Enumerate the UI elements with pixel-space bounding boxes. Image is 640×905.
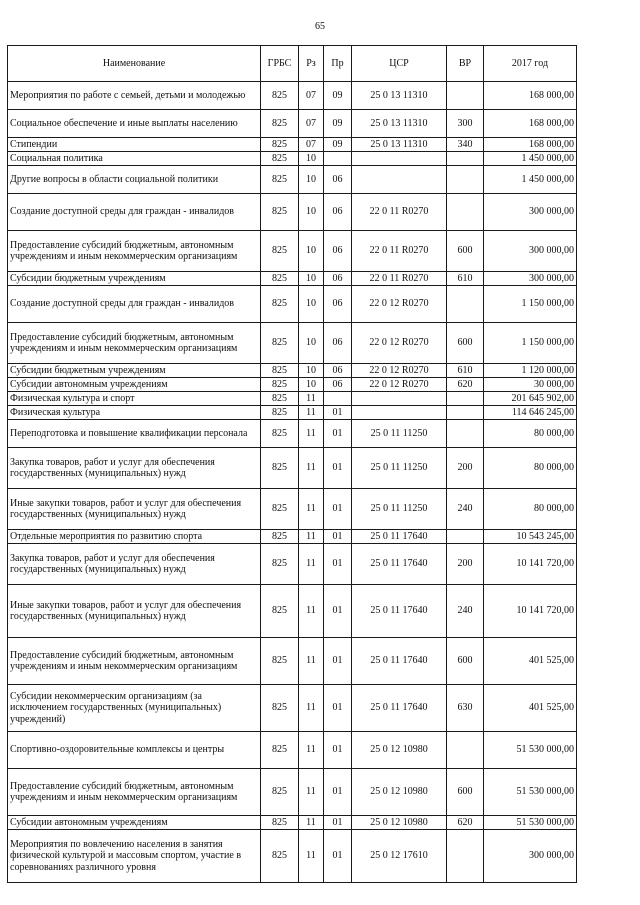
cell-name: Социальное обеспечение и иные выплаты населению [8, 110, 261, 138]
table-row [8, 448, 577, 489]
cell-pr: 01 [324, 420, 352, 448]
cell-grbs: 825 [261, 448, 299, 489]
table-row [8, 194, 577, 231]
cell-amount: 300 000,00 [484, 830, 577, 883]
cell-name: Переподготовка и повышение квалификации персонала [8, 420, 261, 448]
cell-vr: 240 [447, 489, 484, 530]
cell-amount: 10 141 720,00 [484, 544, 577, 585]
cell-name: Предоставление субсидий бюджетным, автономным учреждениям и иным некоммерческим организациям [8, 231, 261, 272]
budget-table [7, 45, 577, 883]
cell-vr: 300 [447, 110, 484, 138]
cell-grbs: 825 [261, 638, 299, 685]
cell-csr: 22 0 12 R0270 [352, 364, 447, 378]
cell-rz: 11 [299, 769, 324, 816]
cell-grbs: 825 [261, 166, 299, 194]
header-grbs: ГРБС [261, 46, 299, 82]
cell-csr: 22 0 11 R0270 [352, 272, 447, 286]
cell-pr: 01 [324, 816, 352, 830]
cell-pr [324, 152, 352, 166]
cell-name: Субсидии бюджетным учреждениям [8, 272, 261, 286]
cell-csr [352, 166, 447, 194]
cell-vr [447, 830, 484, 883]
cell-pr: 06 [324, 194, 352, 231]
cell-csr: 25 0 11 11250 [352, 448, 447, 489]
cell-rz: 11 [299, 732, 324, 769]
cell-amount: 10 141 720,00 [484, 585, 577, 638]
cell-pr: 09 [324, 82, 352, 110]
table-row [8, 489, 577, 530]
cell-csr: 25 0 13 11310 [352, 82, 447, 110]
cell-vr: 600 [447, 769, 484, 816]
cell-vr [447, 392, 484, 406]
cell-pr: 06 [324, 231, 352, 272]
cell-vr: 340 [447, 138, 484, 152]
table-row [8, 732, 577, 769]
cell-rz: 11 [299, 544, 324, 585]
cell-grbs: 825 [261, 138, 299, 152]
cell-csr: 25 0 11 17640 [352, 638, 447, 685]
cell-rz: 10 [299, 323, 324, 364]
cell-grbs: 825 [261, 152, 299, 166]
cell-name: Предоставление субсидий бюджетным, автономным учреждениям и иным некоммерческим организациям [8, 638, 261, 685]
cell-amount: 80 000,00 [484, 489, 577, 530]
cell-amount: 114 646 245,00 [484, 406, 577, 420]
cell-pr: 01 [324, 732, 352, 769]
cell-vr [447, 82, 484, 110]
cell-amount: 51 530 000,00 [484, 732, 577, 769]
cell-name: Иные закупки товаров, работ и услуг для обеспечения государственных (муниципальных) нужд [8, 585, 261, 638]
cell-name: Субсидии некоммерческим организациям (за исключением государственных (муниципальных) учреждений) [8, 685, 261, 732]
header-name: Наименование [8, 46, 261, 82]
cell-name: Социальная политика [8, 152, 261, 166]
cell-vr [447, 152, 484, 166]
table-row [8, 364, 577, 378]
cell-vr: 620 [447, 816, 484, 830]
table-row [8, 323, 577, 364]
cell-csr: 25 0 12 10980 [352, 769, 447, 816]
cell-amount: 300 000,00 [484, 194, 577, 231]
table-body [8, 82, 577, 883]
cell-name: Физическая культура [8, 406, 261, 420]
cell-grbs: 825 [261, 816, 299, 830]
cell-name: Создание доступной среды для граждан - инвалидов [8, 286, 261, 323]
cell-grbs: 825 [261, 830, 299, 883]
cell-amount: 201 645 902,00 [484, 392, 577, 406]
cell-pr: 01 [324, 544, 352, 585]
cell-grbs: 825 [261, 323, 299, 364]
cell-vr: 200 [447, 448, 484, 489]
cell-grbs: 825 [261, 530, 299, 544]
cell-amount: 80 000,00 [484, 448, 577, 489]
cell-grbs: 825 [261, 732, 299, 769]
cell-vr [447, 286, 484, 323]
cell-amount: 300 000,00 [484, 272, 577, 286]
cell-pr: 06 [324, 364, 352, 378]
cell-vr: 600 [447, 231, 484, 272]
cell-name: Спортивно-оздоровительные комплексы и центры [8, 732, 261, 769]
cell-vr [447, 732, 484, 769]
cell-grbs: 825 [261, 272, 299, 286]
cell-csr: 25 0 11 17640 [352, 685, 447, 732]
cell-csr: 25 0 11 17640 [352, 544, 447, 585]
cell-grbs: 825 [261, 685, 299, 732]
cell-name: Предоставление субсидий бюджетным, автономным учреждениям и иным некоммерческим организациям [8, 323, 261, 364]
cell-csr: 25 0 11 11250 [352, 489, 447, 530]
cell-name: Мероприятия по вовлечению населения в занятия физической культурой и массовым спортом, участие в соревнованиях различного уровня [8, 830, 261, 883]
table-row [8, 166, 577, 194]
cell-rz: 11 [299, 420, 324, 448]
header-pr: Пр [324, 46, 352, 82]
cell-csr: 25 0 11 17640 [352, 530, 447, 544]
cell-rz: 11 [299, 585, 324, 638]
table-row [8, 530, 577, 544]
header-csr: ЦСР [352, 46, 447, 82]
cell-vr: 630 [447, 685, 484, 732]
cell-grbs: 825 [261, 231, 299, 272]
table-row [8, 830, 577, 883]
cell-rz: 10 [299, 152, 324, 166]
cell-csr: 25 0 12 10980 [352, 732, 447, 769]
cell-name: Субсидии автономным учреждениям [8, 816, 261, 830]
cell-rz: 11 [299, 830, 324, 883]
cell-pr: 09 [324, 110, 352, 138]
cell-amount: 168 000,00 [484, 82, 577, 110]
cell-name: Создание доступной среды для граждан - инвалидов [8, 194, 261, 231]
cell-name: Другие вопросы в области социальной политики [8, 166, 261, 194]
cell-rz: 10 [299, 378, 324, 392]
cell-name: Субсидии автономным учреждениям [8, 378, 261, 392]
cell-amount: 30 000,00 [484, 378, 577, 392]
cell-name: Физическая культура и спорт [8, 392, 261, 406]
cell-csr: 25 0 13 11310 [352, 138, 447, 152]
cell-name: Закупка товаров, работ и услуг для обеспечения государственных (муниципальных) нужд [8, 544, 261, 585]
cell-csr [352, 152, 447, 166]
cell-csr: 25 0 12 10980 [352, 816, 447, 830]
cell-name: Предоставление субсидий бюджетным, автономным учреждениям и иным некоммерческим организациям [8, 769, 261, 816]
cell-grbs: 825 [261, 378, 299, 392]
cell-vr [447, 530, 484, 544]
cell-vr [447, 406, 484, 420]
cell-pr: 06 [324, 378, 352, 392]
header-vr: ВР [447, 46, 484, 82]
cell-rz: 07 [299, 82, 324, 110]
cell-grbs: 825 [261, 406, 299, 420]
page-number: 65 [315, 21, 325, 32]
cell-amount: 168 000,00 [484, 110, 577, 138]
cell-amount: 51 530 000,00 [484, 816, 577, 830]
cell-pr: 06 [324, 323, 352, 364]
cell-rz: 11 [299, 489, 324, 530]
cell-name: Стипендии [8, 138, 261, 152]
cell-rz: 11 [299, 685, 324, 732]
cell-rz: 11 [299, 638, 324, 685]
cell-rz: 07 [299, 138, 324, 152]
cell-grbs: 825 [261, 420, 299, 448]
table-row [8, 231, 577, 272]
table-row [8, 110, 577, 138]
cell-grbs: 825 [261, 769, 299, 816]
cell-pr: 06 [324, 272, 352, 286]
cell-vr: 610 [447, 272, 484, 286]
cell-rz: 11 [299, 392, 324, 406]
cell-pr: 01 [324, 638, 352, 685]
table-row [8, 406, 577, 420]
cell-grbs: 825 [261, 544, 299, 585]
table-row [8, 82, 577, 110]
cell-csr [352, 392, 447, 406]
cell-amount: 10 543 245,00 [484, 530, 577, 544]
table-row [8, 152, 577, 166]
cell-grbs: 825 [261, 82, 299, 110]
cell-amount: 300 000,00 [484, 231, 577, 272]
cell-amount: 401 525,00 [484, 638, 577, 685]
cell-name: Мероприятия по работе с семьей, детьми и молодежью [8, 82, 261, 110]
cell-csr: 25 0 13 11310 [352, 110, 447, 138]
cell-amount: 80 000,00 [484, 420, 577, 448]
cell-pr: 01 [324, 530, 352, 544]
cell-grbs: 825 [261, 110, 299, 138]
cell-pr [324, 392, 352, 406]
cell-rz: 10 [299, 286, 324, 323]
cell-pr: 01 [324, 448, 352, 489]
cell-grbs: 825 [261, 364, 299, 378]
cell-amount: 1 120 000,00 [484, 364, 577, 378]
cell-rz: 10 [299, 364, 324, 378]
cell-rz: 11 [299, 406, 324, 420]
table-row [8, 272, 577, 286]
cell-vr: 620 [447, 378, 484, 392]
table-row [8, 816, 577, 830]
header-rz: Рз [299, 46, 324, 82]
cell-rz: 07 [299, 110, 324, 138]
cell-csr: 22 0 12 R0270 [352, 378, 447, 392]
table-row [8, 685, 577, 732]
cell-vr: 200 [447, 544, 484, 585]
cell-pr: 01 [324, 406, 352, 420]
cell-vr [447, 194, 484, 231]
cell-vr: 610 [447, 364, 484, 378]
cell-rz: 11 [299, 530, 324, 544]
cell-csr: 22 0 12 R0270 [352, 286, 447, 323]
cell-amount: 401 525,00 [484, 685, 577, 732]
cell-pr: 06 [324, 286, 352, 323]
cell-grbs: 825 [261, 286, 299, 323]
cell-vr: 600 [447, 323, 484, 364]
cell-rz: 10 [299, 166, 324, 194]
cell-rz: 11 [299, 816, 324, 830]
cell-pr: 06 [324, 166, 352, 194]
table-row [8, 286, 577, 323]
cell-pr: 01 [324, 685, 352, 732]
table-row [8, 638, 577, 685]
cell-csr: 22 0 11 R0270 [352, 231, 447, 272]
cell-csr: 22 0 11 R0270 [352, 194, 447, 231]
cell-vr [447, 420, 484, 448]
table-row [8, 138, 577, 152]
table-row [8, 769, 577, 816]
table-row [8, 585, 577, 638]
cell-amount: 1 450 000,00 [484, 166, 577, 194]
cell-grbs: 825 [261, 194, 299, 231]
cell-pr: 09 [324, 138, 352, 152]
cell-pr: 01 [324, 489, 352, 530]
cell-grbs: 825 [261, 585, 299, 638]
cell-csr [352, 406, 447, 420]
cell-rz: 11 [299, 448, 324, 489]
header-year: 2017 год [484, 46, 577, 82]
table-header-row [8, 46, 577, 82]
cell-grbs: 825 [261, 392, 299, 406]
cell-csr: 25 0 11 17640 [352, 585, 447, 638]
cell-name: Отдельные мероприятия по развитию спорта [8, 530, 261, 544]
table-row [8, 420, 577, 448]
table-row [8, 392, 577, 406]
cell-amount: 51 530 000,00 [484, 769, 577, 816]
table-row [8, 544, 577, 585]
cell-amount: 1 150 000,00 [484, 323, 577, 364]
cell-name: Закупка товаров, работ и услуг для обеспечения государственных (муниципальных) нужд [8, 448, 261, 489]
cell-csr: 25 0 12 17610 [352, 830, 447, 883]
cell-grbs: 825 [261, 489, 299, 530]
cell-pr: 01 [324, 585, 352, 638]
cell-vr: 240 [447, 585, 484, 638]
cell-rz: 10 [299, 272, 324, 286]
cell-csr: 25 0 11 11250 [352, 420, 447, 448]
cell-amount: 168 000,00 [484, 138, 577, 152]
cell-rz: 10 [299, 231, 324, 272]
table-row [8, 378, 577, 392]
cell-amount: 1 150 000,00 [484, 286, 577, 323]
cell-csr: 22 0 12 R0270 [352, 323, 447, 364]
cell-pr: 01 [324, 769, 352, 816]
cell-amount: 1 450 000,00 [484, 152, 577, 166]
cell-name: Субсидии бюджетным учреждениям [8, 364, 261, 378]
cell-vr [447, 166, 484, 194]
cell-vr: 600 [447, 638, 484, 685]
cell-pr: 01 [324, 830, 352, 883]
cell-name: Иные закупки товаров, работ и услуг для обеспечения государственных (муниципальных) нужд [8, 489, 261, 530]
cell-rz: 10 [299, 194, 324, 231]
